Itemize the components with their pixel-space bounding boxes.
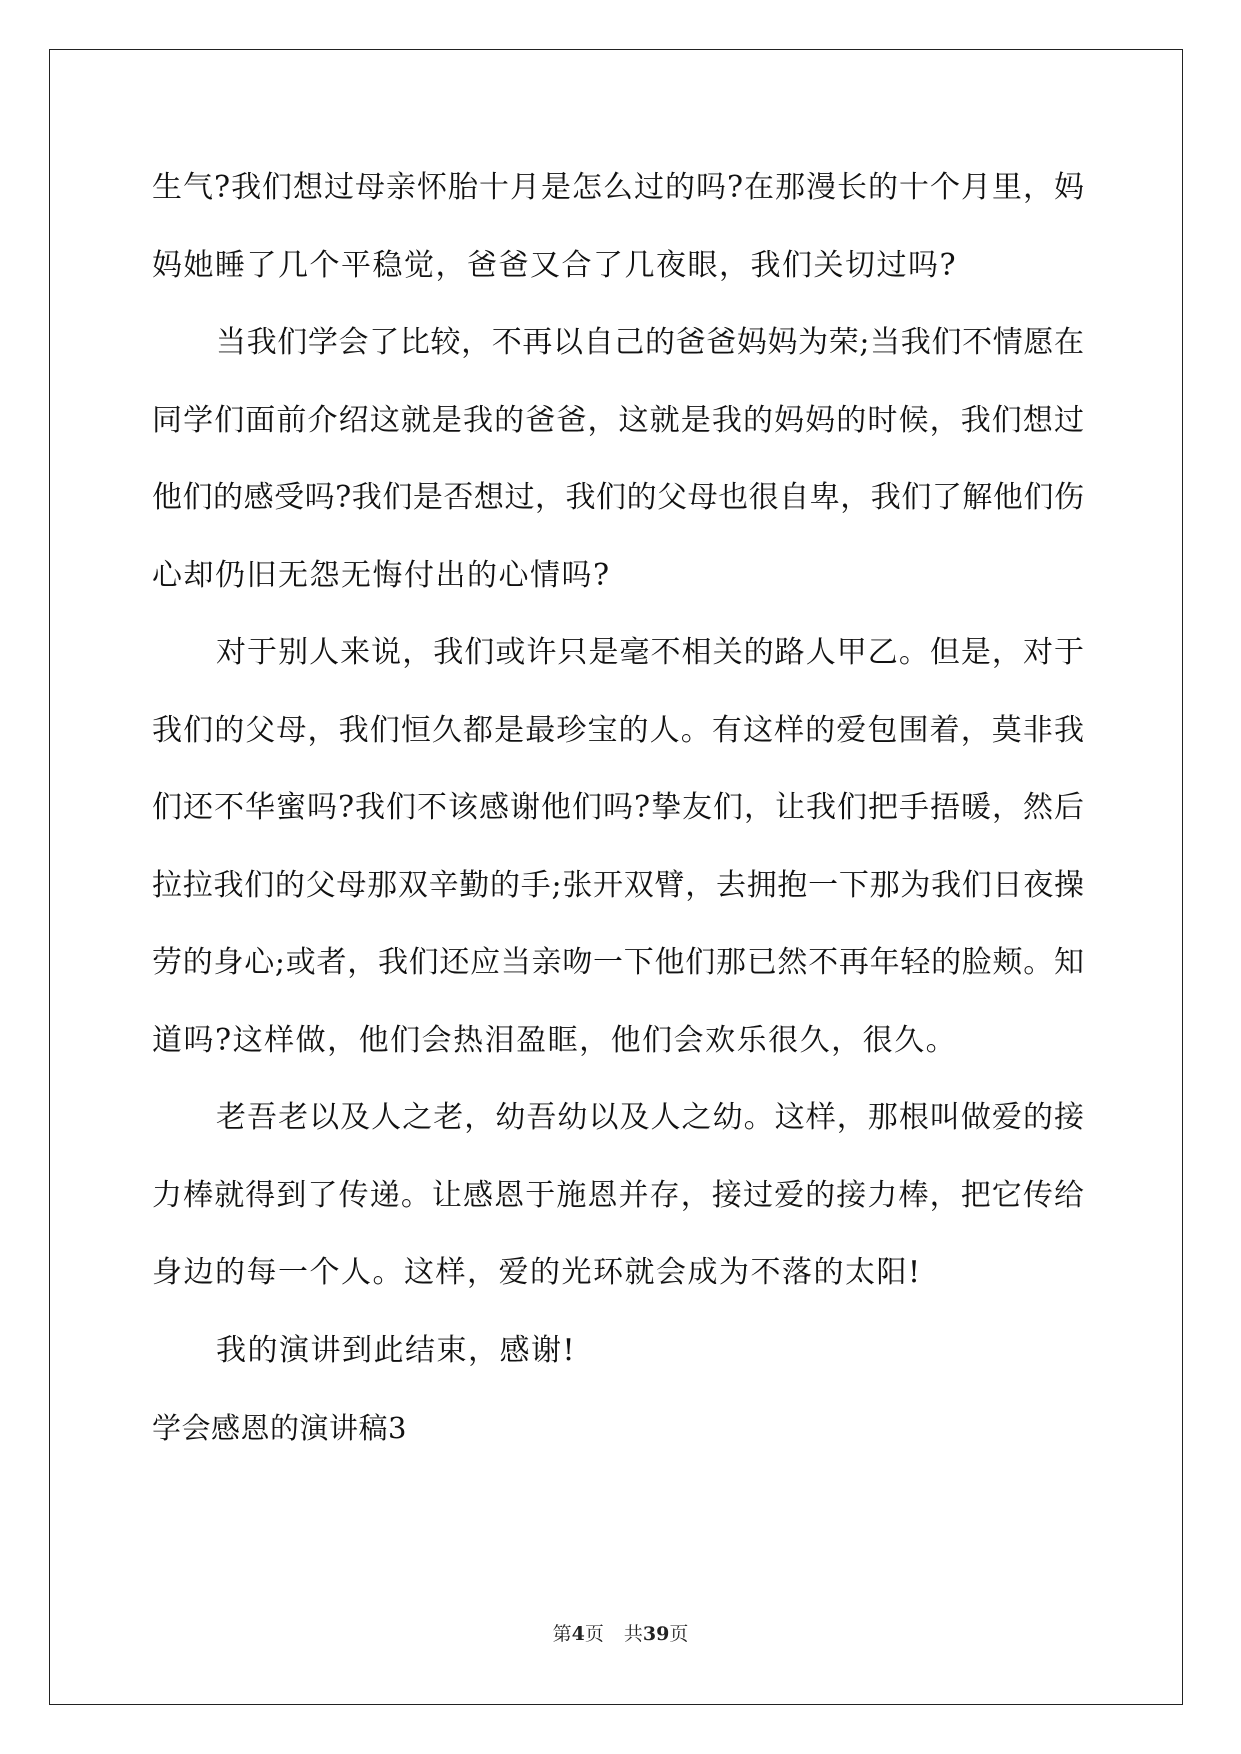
- body-line: 生气?我们想过母亲怀胎十月是怎么过的吗?在那漫长的十个月里，妈: [152, 170, 1084, 205]
- body-line: 拉拉我们的父母那双辛勤的手;张开双臂，去拥抱一下那为我们日夜操: [152, 867, 1084, 903]
- body-line: 我的演讲到此结束，感谢!: [216, 1332, 577, 1368]
- body-line: 劳的身心;或者，我们还应当亲吻一下他们那已然不再年轻的脸颊。知: [152, 945, 1084, 980]
- body-line: 对于别人来说，我们或许只是毫不相关的路人甲乙。但是，对于: [216, 635, 1084, 670]
- page-number: 4: [571, 1623, 585, 1645]
- page-footer: [0, 1619, 1241, 1646]
- page-suffix: 页: [584, 1623, 604, 1645]
- body-line: 同学们面前介绍这就是我的爸爸，这就是我的妈妈的时候，我们想过: [152, 402, 1084, 438]
- body-line: 老吾老以及人之老，幼吾幼以及人之幼。这样，那根叫做爱的接: [216, 1100, 1084, 1135]
- body-line: 我们的父母，我们恒久都是最珍宝的人。有这样的爱包围着，莫非我: [152, 712, 1084, 748]
- body-line: 力棒就得到了传递。让感恩于施恩并存，接过爱的接力棒，把它传给: [152, 1177, 1084, 1213]
- body-line: 们还不华蜜吗?我们不该感谢他们吗?挚友们，让我们把手捂暖，然后: [152, 790, 1084, 825]
- total-suffix: 页: [669, 1623, 689, 1645]
- total-pages: 39: [642, 1623, 670, 1645]
- document-body: [152, 158, 1084, 1476]
- section-heading: 学会感恩的演讲稿3: [152, 1411, 407, 1445]
- body-line: 当我们学会了比较，不再以自己的爸爸妈妈为荣;当我们不情愿在: [216, 325, 1084, 360]
- body-line: 道吗?这样做，他们会热泪盈眶，他们会欢乐很久，很久。: [152, 1022, 958, 1058]
- body-line: 心却仍旧无怨无悔付出的心情吗?: [152, 557, 611, 593]
- total-prefix: 共: [623, 1623, 643, 1645]
- body-line: 身边的每一个人。这样，爱的光环就会成为不落的太阳!: [152, 1255, 922, 1290]
- page-prefix: 第: [552, 1623, 572, 1645]
- body-line: 妈她睡了几个平稳觉，爸爸又合了几夜眼，我们关切过吗?: [152, 247, 958, 283]
- body-line: 他们的感受吗?我们是否想过，我们的父母也很自卑，我们了解他们伤: [152, 480, 1084, 515]
